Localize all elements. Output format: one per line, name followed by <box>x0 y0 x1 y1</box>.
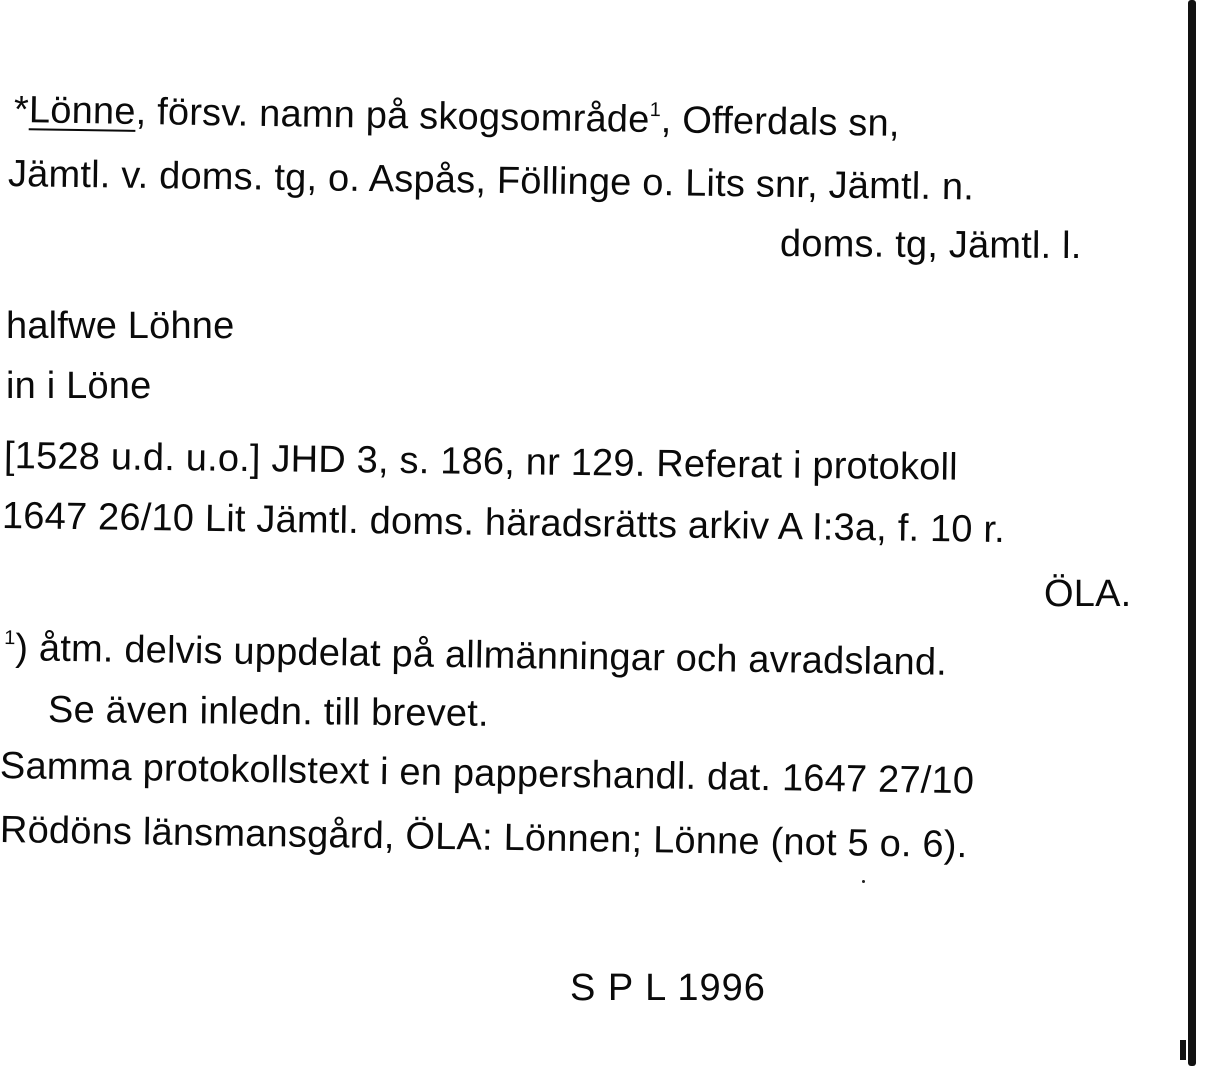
entry-parish: , Offerdals sn, <box>660 99 900 145</box>
form-attestation-2: in i Löne <box>6 365 152 407</box>
source-line-2: 1647 26/10 Lit Jämtl. doms. häradsrätts arkiv A I:3a, f. 10 r. <box>1 495 1006 552</box>
entry-description: , försv. namn på skogsområde <box>135 90 650 141</box>
footnote-line-2: Se även inledn. till brevet. <box>47 689 489 735</box>
source-archive: ÖLA. <box>1044 573 1132 615</box>
entry-line-2: Jämtl. v. doms. tg, o. Aspås, Föllinge o. Lits snr, Jämtl. n. <box>7 153 975 209</box>
footnote-line-1 <box>4 626 948 685</box>
signature: S P L 1996 <box>570 967 766 1009</box>
entry-line-3: doms. tg, Jämtl. l. <box>779 223 1082 268</box>
note-line-2: Rödöns länsmansgård, ÖLA: Lönnen; Lönne (not 5 o. 6). <box>0 809 968 867</box>
source-line-1: [1528 u.d. u.o.] JHD 3, s. 186, nr 129. Referat i protokoll <box>3 435 959 489</box>
footnote-mark: 1 <box>3 627 16 650</box>
card-edge-tick <box>1180 1040 1186 1060</box>
entry-headword: Lönne <box>28 89 136 133</box>
entry-asterisk: * <box>13 89 30 132</box>
entry-line-1 <box>14 88 900 146</box>
card-edge-rule <box>1188 0 1196 1066</box>
footnote-reference: 1 <box>649 98 662 122</box>
note-line-1: Samma protokollstext i en pappershandl. dat. 1647 27/10 <box>0 745 975 803</box>
footnote-text-1: ) åtm. delvis uppdelat på allmänningar och avradsland. <box>14 627 948 684</box>
form-attestation-1: halfwe Löhne <box>6 305 235 347</box>
scan-speck <box>862 880 865 883</box>
